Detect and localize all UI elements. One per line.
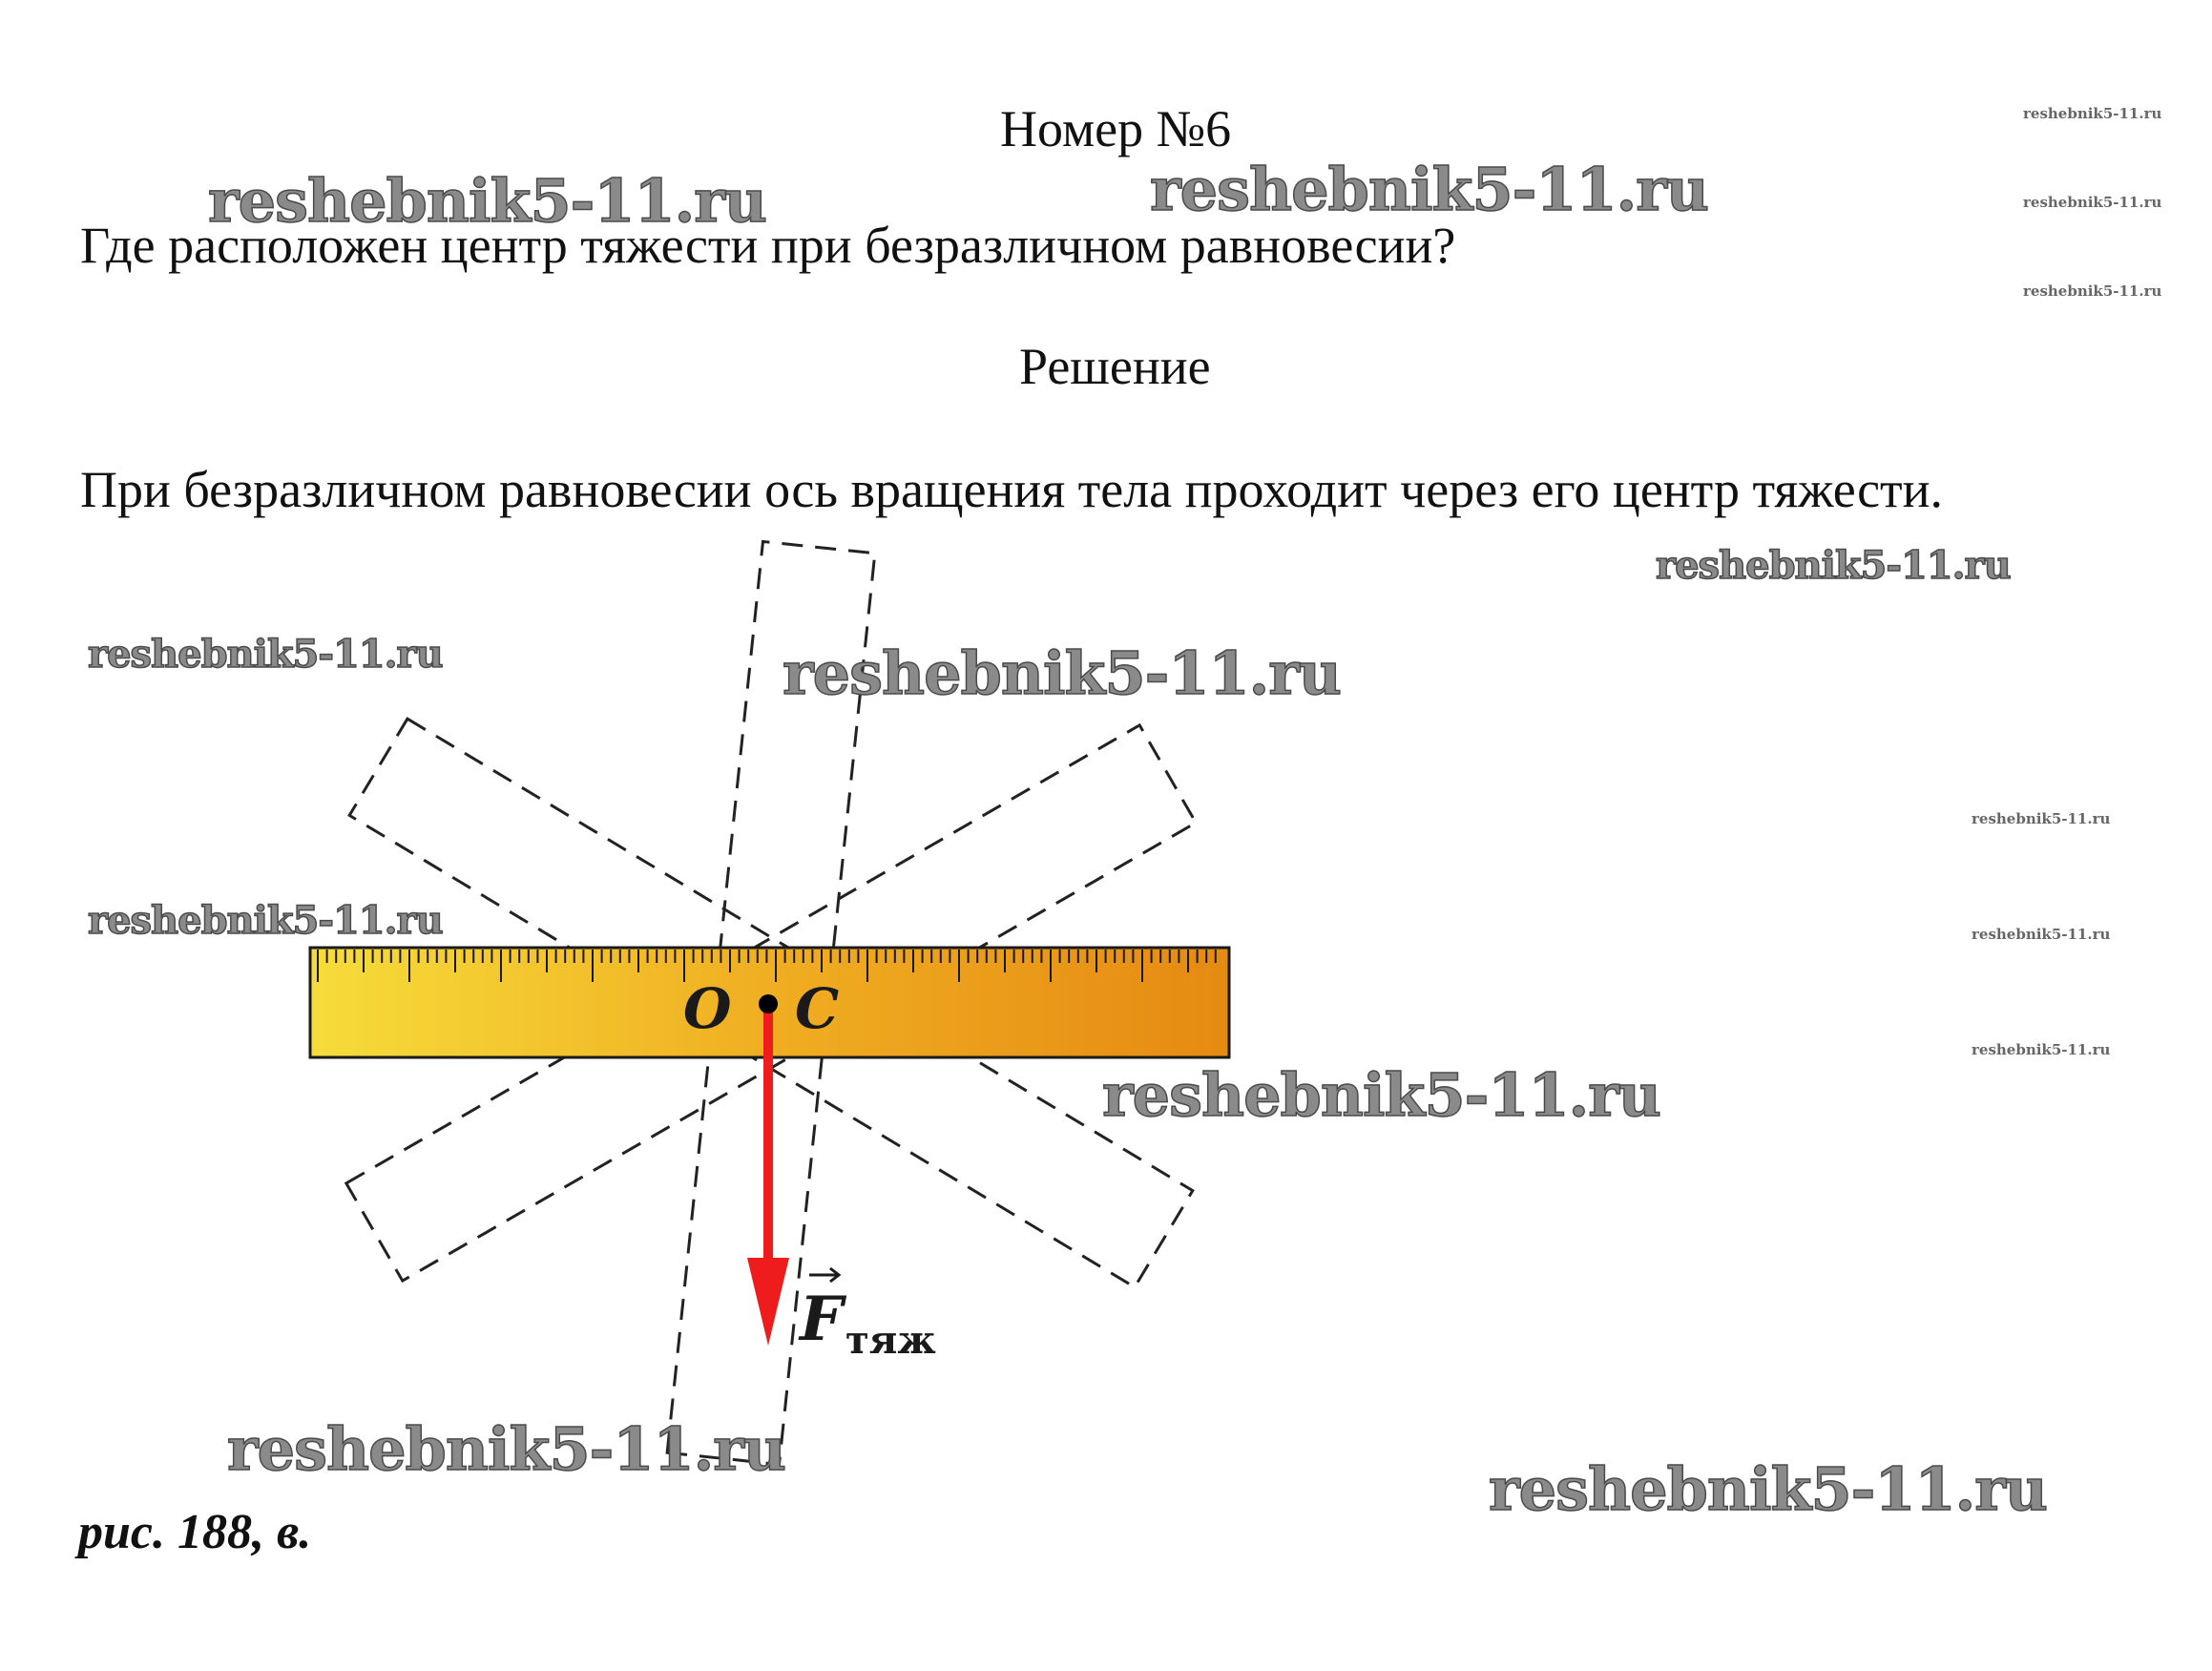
force-label xyxy=(798,1268,936,1363)
watermark: reshebnik5-11.ru xyxy=(1656,543,2011,588)
solution-heading: Решение xyxy=(1019,338,1211,395)
watermark: reshebnik5-11.ru xyxy=(783,638,1341,708)
watermark-small: reshebnik5-11.ru xyxy=(2023,105,2162,122)
watermark: reshebnik5-11.ru xyxy=(1489,1454,2047,1524)
answer-text: При безразличном равновесии ось вращения тела проходит через его центр тяжести. xyxy=(80,461,1944,518)
question-text: Где расположен центр тяжести при безразличном равновесии? xyxy=(80,217,1456,274)
force-symbol: F xyxy=(800,1284,844,1355)
watermark: reshebnik5-11.ru xyxy=(208,166,766,236)
watermark: reshebnik5-11.ru xyxy=(1150,155,1708,224)
watermark: reshebnik5-11.ru xyxy=(88,632,443,677)
watermark-small: reshebnik5-11.ru xyxy=(1972,810,2111,827)
watermark: reshebnik5-11.ru xyxy=(1102,1060,1660,1130)
watermark-small: reshebnik5-11.ru xyxy=(2023,194,2162,211)
figure-caption: рис. 188, в. xyxy=(78,1505,312,1559)
watermark: reshebnik5-11.ru xyxy=(227,1414,785,1484)
problem-title: Номер №6 xyxy=(1000,100,1232,157)
watermark-small: reshebnik5-11.ru xyxy=(2023,282,2162,300)
watermark: reshebnik5-11.ru xyxy=(88,898,443,943)
watermark-small: reshebnik5-11.ru xyxy=(1972,926,2111,943)
pivot-point xyxy=(759,994,778,1013)
label-o: O xyxy=(683,976,732,1041)
force-subscript: тяж xyxy=(845,1318,936,1363)
label-c: C xyxy=(795,976,840,1041)
watermark-small: reshebnik5-11.ru xyxy=(1972,1041,2111,1058)
